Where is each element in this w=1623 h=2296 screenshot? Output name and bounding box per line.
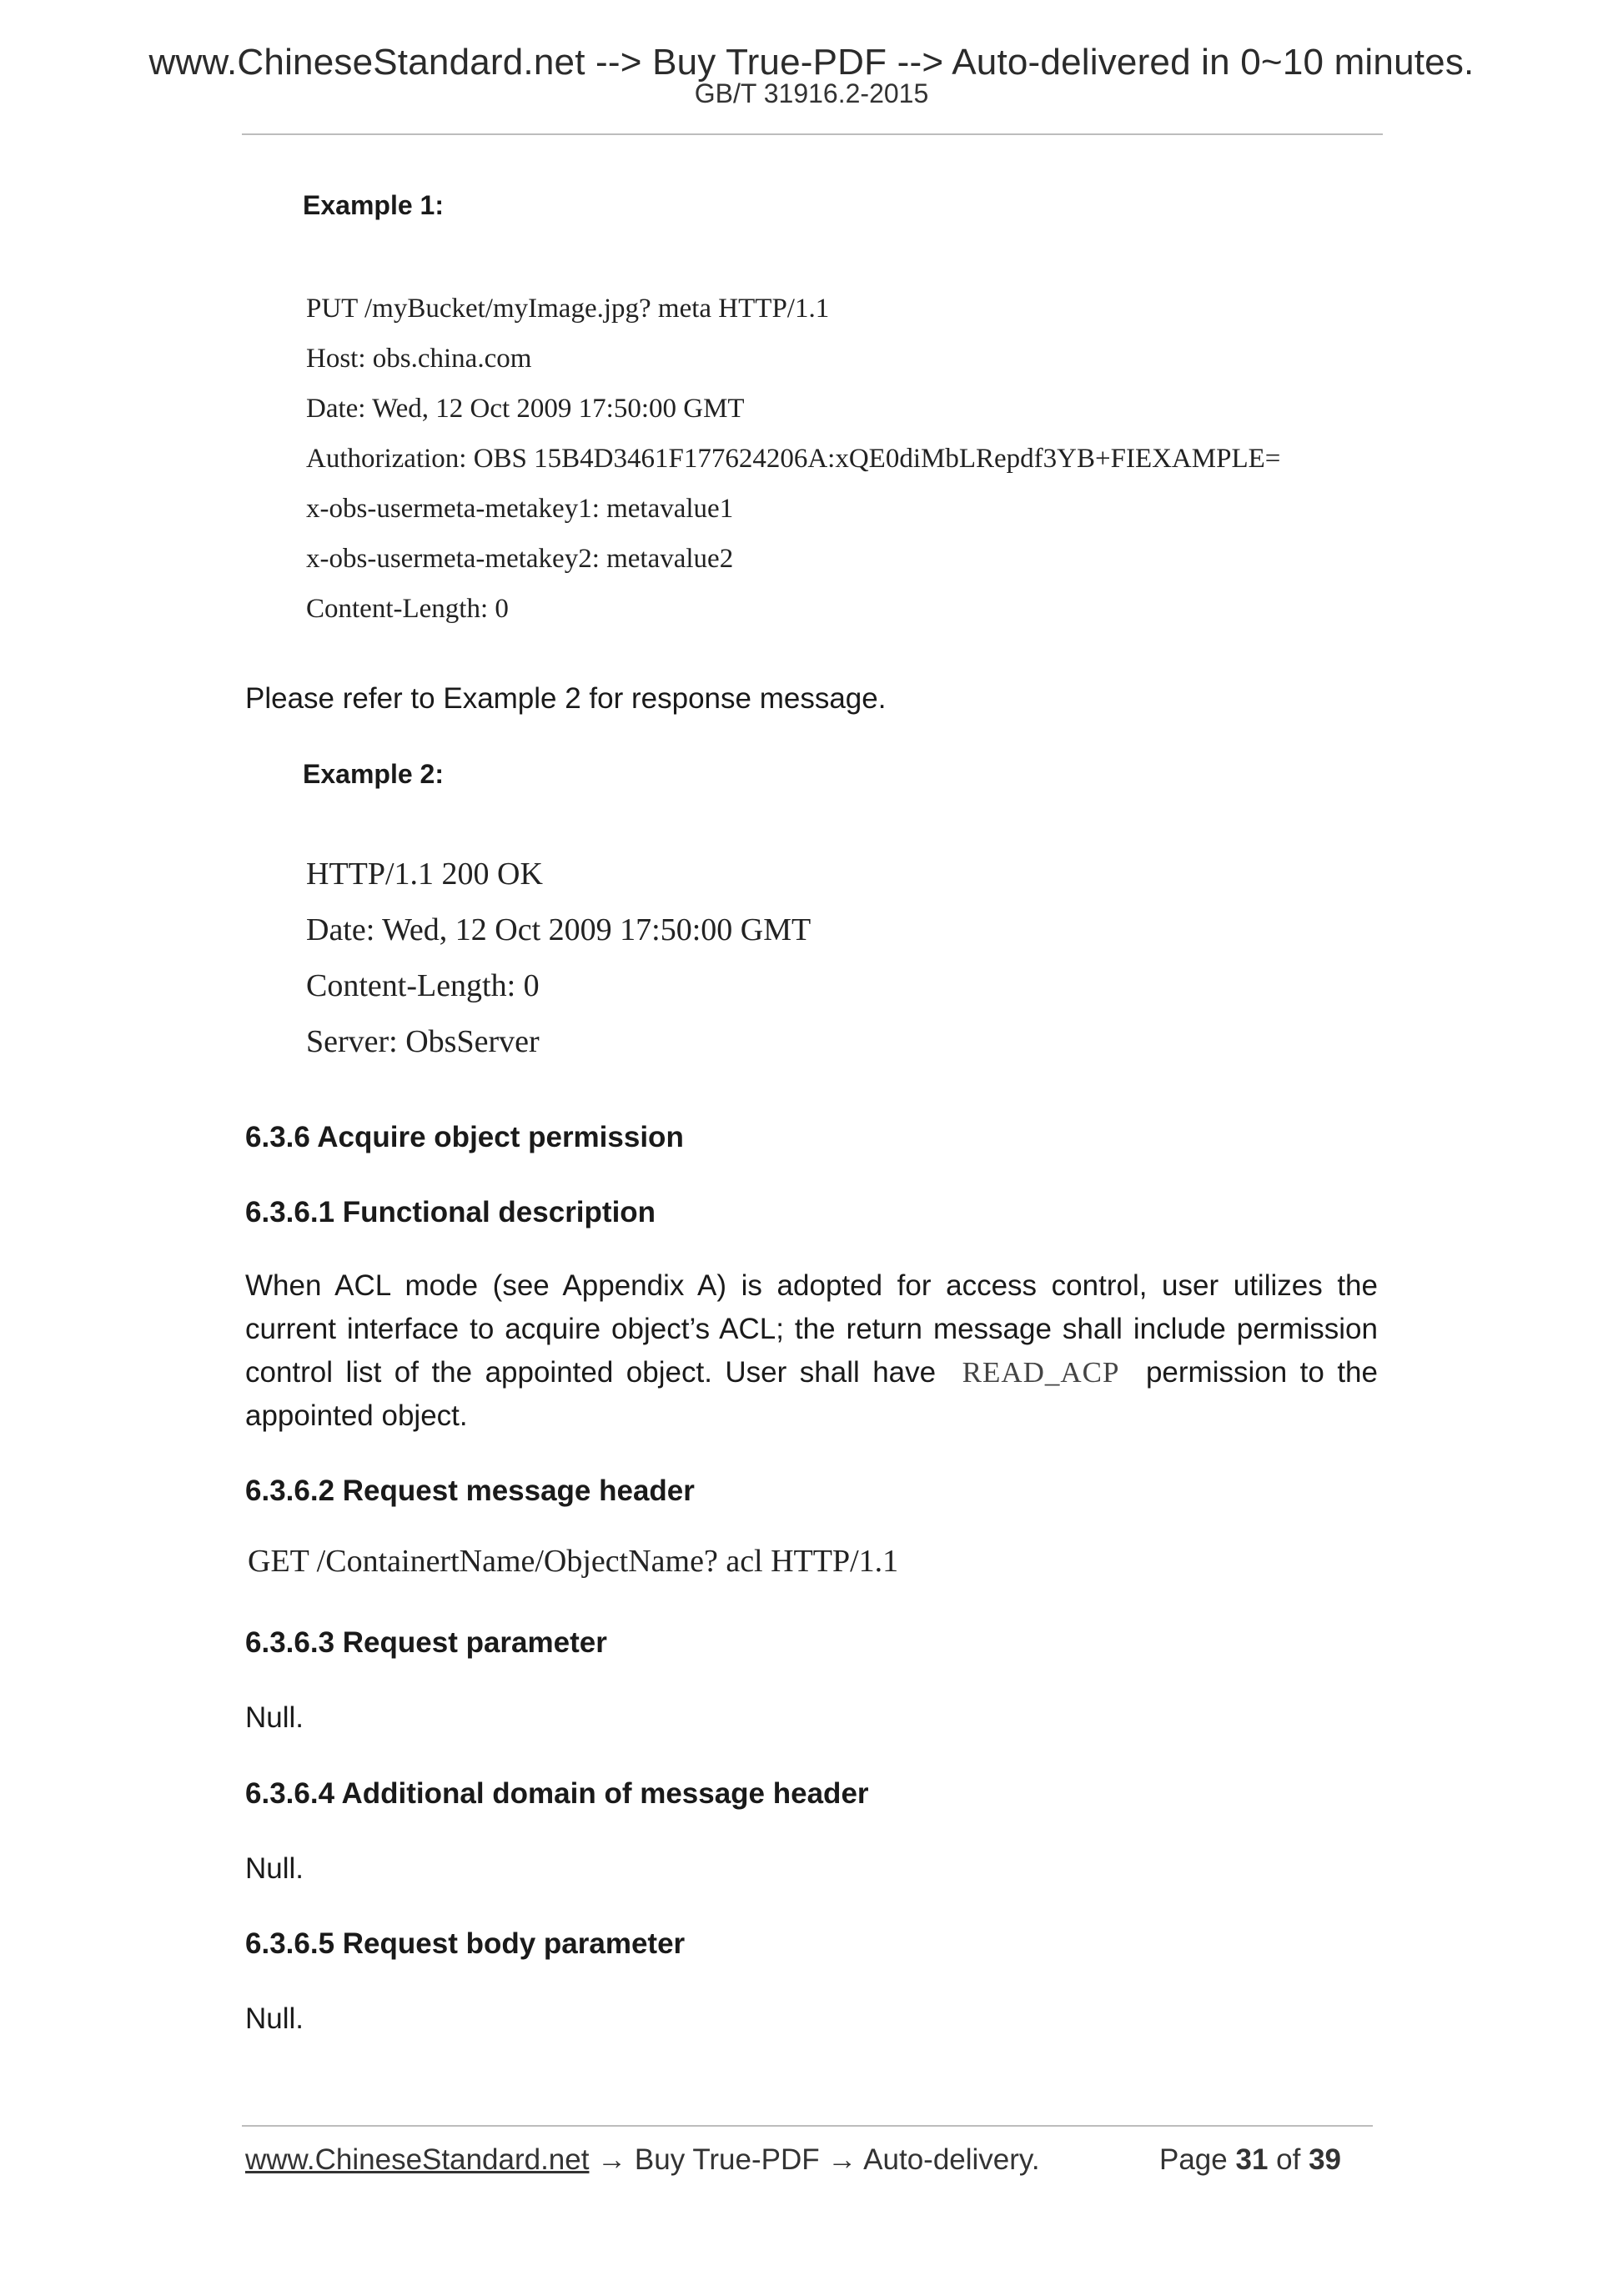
subsection-heading: 6.3.6.3 Request parameter	[245, 1626, 607, 1659]
site-banner: www.ChineseStandard.net --> Buy True-PDF --> Auto-delivered in 0~10 minutes.	[148, 42, 1475, 83]
code-line: Content-Length: 0	[306, 968, 540, 1003]
code-line: Server: ObsServer	[306, 1024, 540, 1059]
example-1-label: Example 1:	[303, 190, 444, 220]
page-label: Page	[1159, 2143, 1228, 2176]
request-line-code: GET /ContainertName/ObjectName? acl HTTP/1.1	[248, 1544, 899, 1579]
subsection-heading: 6.3.6.4 Additional domain of message header	[245, 1777, 869, 1810]
footer-left	[245, 2143, 1040, 2177]
null-text: Null.	[245, 1852, 304, 1885]
section-heading: 6.3.6 Acquire object permission	[245, 1121, 684, 1153]
example-2-code	[306, 847, 811, 1070]
subsection-heading: 6.3.6.5 Request body parameter	[245, 1927, 686, 1960]
header-divider	[242, 133, 1383, 135]
code-line: Authorization: OBS 15B4D3461F177624206A:xQE0diMbLRepdf3YB+FIEXAMPLE=	[306, 444, 1281, 474]
response-note: Please refer to Example 2 for response message.	[245, 682, 887, 715]
code-line: Date: Wed, 12 Oct 2009 17:50:00 GMT	[306, 394, 745, 424]
footer-divider	[242, 2125, 1373, 2127]
subsection-heading: 6.3.6.1 Functional description	[245, 1196, 656, 1228]
code-line: PUT /myBucket/myImage.jpg? meta HTTP/1.1	[306, 294, 830, 324]
subsection-heading: 6.3.6.2 Request message header	[245, 1475, 695, 1507]
page-of: of	[1276, 2143, 1301, 2176]
null-text: Null.	[245, 2002, 304, 2035]
page-total: 39	[1309, 2143, 1342, 2176]
functional-description-text	[245, 1264, 1378, 1438]
code-line: x-obs-usermeta-metakey1: metavalue1	[306, 494, 734, 524]
text-run: When ACL mode (see Appendix A) is adopted for access control, user utilizes the current interface to acquire object’s ACL; the return message shall include permission control list of the appointed object. User shall have	[245, 1269, 1378, 1389]
standard-number: GB/T 31916.2-2015	[694, 78, 929, 108]
page-indicator	[1159, 2143, 1341, 2177]
example-1-code	[306, 284, 1280, 634]
code-line: Host: obs.china.com	[306, 344, 532, 374]
footer-tagline: → Buy True-PDF → Auto-delivery.	[589, 2143, 1040, 2176]
code-line: Date: Wed, 12 Oct 2009 17:50:00 GMT	[306, 912, 812, 947]
read-acp-term: READ_ACP	[962, 1356, 1120, 1389]
example-2-label: Example 2:	[303, 759, 444, 789]
code-line: HTTP/1.1 200 OK	[306, 857, 543, 892]
text-run: permission to the appointed object.	[245, 1356, 1378, 1432]
null-text: Null.	[245, 1701, 304, 1734]
code-line: x-obs-usermeta-metakey2: metavalue2	[306, 544, 734, 574]
page-current: 31	[1235, 2143, 1269, 2176]
code-line: Content-Length: 0	[306, 594, 509, 624]
footer-site-link[interactable]: www.ChineseStandard.net	[245, 2143, 590, 2176]
